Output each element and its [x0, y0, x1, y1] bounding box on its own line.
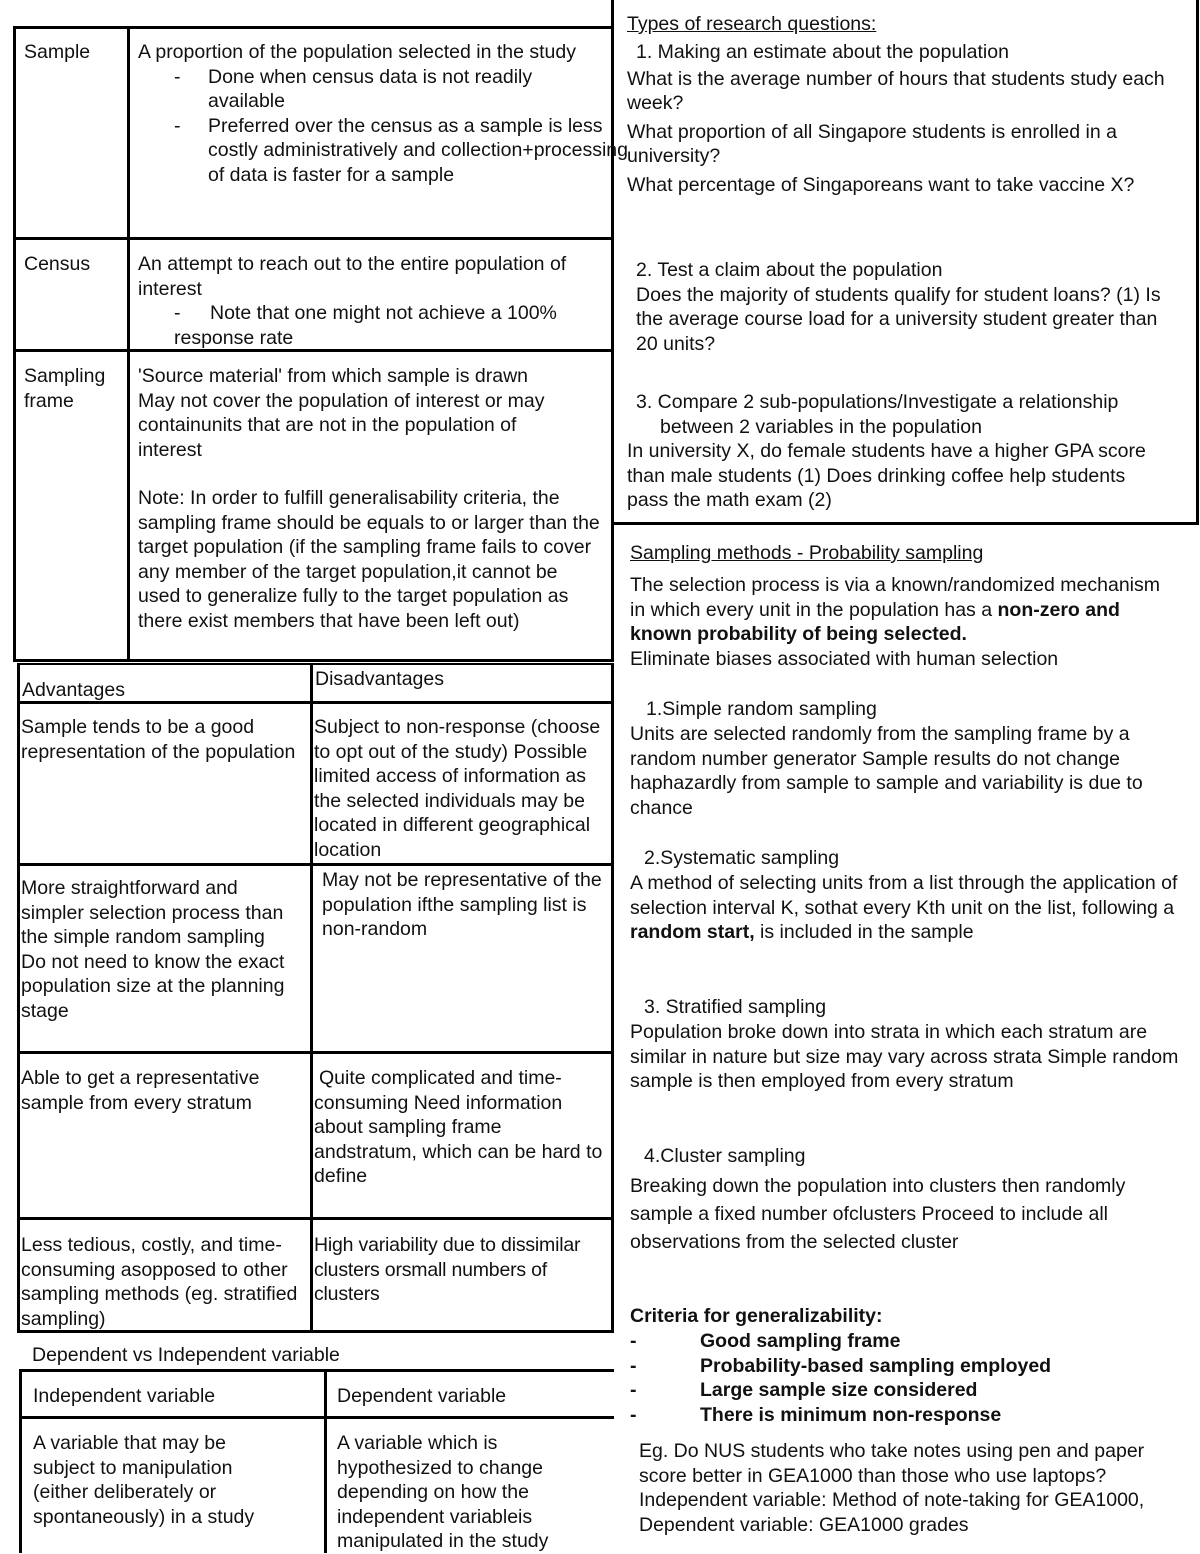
dis-cell: Quite complicated and time-consuming Need information about sampling frame andstratum, which can be hard to define	[314, 1067, 603, 1187]
definition-sample: A proportion of the population selected in the study - Done when census data is not readily available - Preferred over the census as a sample is less costly administratively and collection+processing of data is faster for a sample	[138, 40, 606, 187]
dis-cell: Subject to non-response (choose to opt out of the study) Possible limited access of information as the selected individuals may be located in different geographical location	[314, 716, 601, 861]
variables-heading: Dependent vs Independent variable	[32, 1344, 340, 1366]
method-2-desc: A method of selecting units from a list through the application of selection interval K, sothat every Kth unit on the list, following a random start, is included in the sample	[630, 872, 1178, 943]
term-sample: Sample	[24, 41, 91, 63]
criteria-title: Criteria for generalizability:	[630, 1305, 883, 1327]
header-advantages: Advantages	[22, 679, 125, 701]
definition-sampling-frame: 'Source material' from which sample is drawn May not cover the population of interest or may containunits that are not in the population of interest Note: In order to fulfill generalisability criteria, the sampling frame should be equals to or larger than the target population (if the sampling frame fails to cover any member of the target population,it cannot be used to generalize fully to the target population as there exist members that have been left out)	[138, 365, 600, 632]
adv-cell: Less tedious, costly, and time-consuming asopposed to other sampling methods (eg. stratified sampling)	[21, 1234, 298, 1330]
method-3-desc: Population broke down into strata in which each stratum are similar in nature but size may vary across strata Simple random sample is then employed from every stratum	[630, 1021, 1179, 1092]
dependent-title: Dependent variable	[337, 1385, 507, 1407]
adv-cell: Sample tends to be a good representation of the population	[21, 716, 296, 763]
sample-bullet-1: - Done when census data is not readily available	[174, 65, 533, 112]
sampling-intro: The selection process is via a known/randomized mechanism in which every unit in the population has a non-zero and known probability of being selected. Eliminate biases associated with human selection	[630, 574, 1160, 670]
criteria-item: - There is minimum non-response	[630, 1403, 1002, 1426]
method-4-desc: Breaking down the population into clusters then randomly sample a fixed number ofclusters Proceed to include all observations from the selected cluster	[630, 1175, 1126, 1253]
dependent-desc: A variable which is hypothesized to change depending on how the independent variableis manipulated in the study	[337, 1432, 549, 1552]
criteria-list	[630, 1329, 1190, 1427]
research-q1: 1. Making an estimate about the population What is the average number of hours that students study each week? What proportion of all Singapore students is enrolled in a university? What percentage of Singaporeans want to take vaccine X?	[627, 41, 1165, 196]
research-q3: 3. Compare 2 sub-populations/Investigate a relationship between 2 variables in the population In university X, do female students have a higher GPA score than male students (1) Does drinking coffee help students pass the math exam (2)	[627, 391, 1146, 511]
adv-cell: Able to get a representative sample from every stratum	[21, 1067, 260, 1114]
method-4-title: 4.Cluster sampling	[644, 1145, 806, 1167]
term-sampling-frame: Sampling frame	[24, 365, 106, 412]
term-census: Census	[24, 253, 91, 275]
research-questions-title: Types of research questions:	[627, 13, 877, 35]
adv-cell: More straightforward and simpler selection process than the simple random sampling Do not need to know the exact population size at the planning stage	[21, 877, 285, 1022]
research-q2: 2. Test a claim about the population Does the majority of students qualify for student loans? (1) Is the average course load for a university student greater than 20 units?	[636, 259, 1161, 355]
criteria-item: - Good sampling frame	[630, 1330, 901, 1352]
method-1-title: 1.Simple random sampling	[646, 698, 877, 720]
dis-cell: May not be representative of the population ifthe sampling list is non-random	[322, 869, 602, 940]
method-1-desc: Units are selected randomly from the sampling frame by a random number generator Sample results do not change haphazardly from sample to sample and variability is due to chance	[630, 723, 1143, 819]
sampling-methods-title: Sampling methods - Probability sampling	[630, 542, 984, 564]
method-3-title: 3. Stratified sampling	[644, 996, 827, 1018]
sample-bullet-2: - Preferred over the census as a sample is less costly administratively and collection+processing of data is faster for a sample	[174, 114, 628, 186]
independent-title: Independent variable	[33, 1385, 216, 1407]
criteria-item: - Large sample size considered	[630, 1379, 978, 1401]
census-bullet-1: - Note that one might not achieve a 100% response rate	[174, 302, 557, 349]
independent-desc: A variable that may be subject to manipulation (either deliberately or spontaneously) in a study	[33, 1432, 255, 1528]
header-disadvantages: Disadvantages	[315, 668, 444, 690]
generalizability-example: Eg. Do NUS students who take notes using pen and paper score better in GEA1000 than those who use laptops? Independent variable: Method of note-taking for GEA1000, Dependent variable: GEA1000 grades	[639, 1440, 1145, 1536]
definition-census: An attempt to reach out to the entire population of interest - Note that one might not achieve a 100% response rate	[138, 252, 608, 350]
criteria-item: - Probability-based sampling employed	[630, 1354, 1052, 1377]
dis-cell: High variability due to dissimilar clusters orsmall numbers of clusters	[314, 1234, 581, 1305]
method-2-title: 2.Systematic sampling	[644, 847, 840, 869]
